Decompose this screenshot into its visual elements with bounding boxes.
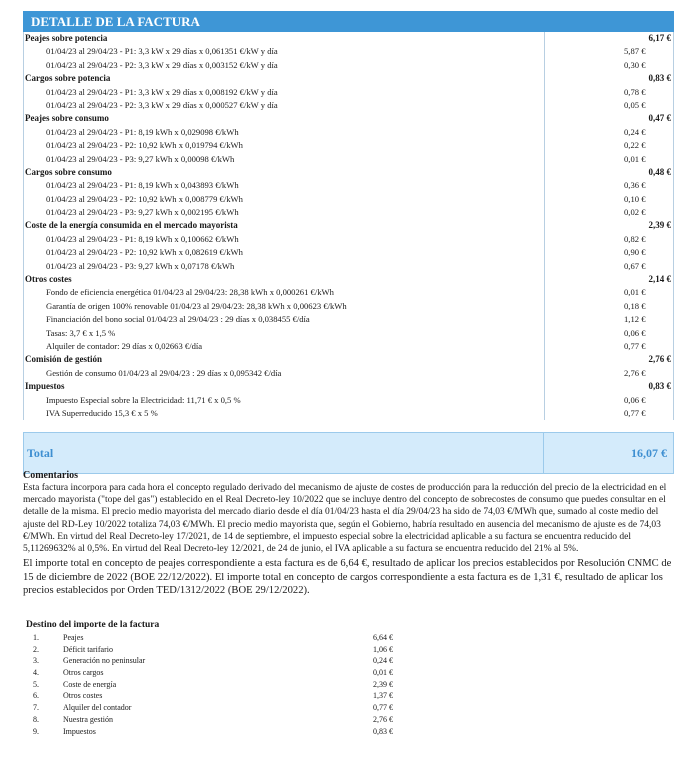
line-item <box>24 153 673 166</box>
section-title: Impuestos <box>25 381 65 392</box>
line-description: 01/04/23 al 29/04/23 - P1: 8,19 kWh x 0,029098 €/kWh <box>46 126 239 137</box>
line-description: Gestión de consumo 01/04/23 al 29/04/23 : 29 días x 0,095342 €/día <box>46 367 282 378</box>
total-row <box>23 432 674 474</box>
destination-item <box>26 690 406 702</box>
line-item <box>24 407 673 420</box>
section-header <box>24 380 673 393</box>
line-item <box>24 206 673 219</box>
line-description: 01/04/23 al 29/04/23 - P2: 10,92 kWh x 0,008779 €/kWh <box>46 193 243 204</box>
destination-number: 9. <box>33 726 39 736</box>
destination-value: 0,83 € <box>373 726 393 736</box>
section-header <box>24 273 673 286</box>
section-header <box>24 32 673 45</box>
destination-value: 0,24 € <box>373 656 393 666</box>
line-item <box>24 45 673 58</box>
line-description: Impuesto Especial sobre la Electricidad: 11,71 € x 0,5 % <box>46 394 241 405</box>
section-total: 2,39 € <box>648 220 671 231</box>
line-item <box>24 139 673 152</box>
line-item <box>24 367 673 380</box>
destination-number: 2. <box>33 644 39 654</box>
line-item <box>24 179 673 192</box>
line-description: 01/04/23 al 29/04/23 - P2: 3,3 kW x 29 días x 0,000527 €/kW y día <box>46 99 278 110</box>
line-item <box>24 394 673 407</box>
section-title: Otros costes <box>25 274 72 285</box>
line-description: Fondo de eficiencia energética 01/04/23 al 29/04/23: 28,38 kWh x 0,000261 €/kWh <box>46 287 334 298</box>
header-title: DETALLE DE LA FACTURA <box>31 14 200 29</box>
line-item <box>24 86 673 99</box>
destination-value: 6,64 € <box>373 633 393 642</box>
destination-number: 3. <box>33 656 39 666</box>
line-item <box>24 340 673 353</box>
section-title: Comisión de gestión <box>25 354 103 365</box>
section-title: Peajes sobre potencia <box>25 33 108 43</box>
destination-value: 1,37 € <box>373 691 393 701</box>
line-amount: 0,78 € <box>624 86 646 97</box>
line-item <box>24 260 673 273</box>
section-total: 0,83 € <box>648 73 671 84</box>
line-amount: 0,18 € <box>624 300 646 311</box>
destination-item <box>26 726 406 738</box>
section-header <box>24 219 673 232</box>
line-item <box>24 193 673 206</box>
line-description: IVA Superreducido 15,3 € x 5 % <box>46 407 158 418</box>
destination-number: 4. <box>33 668 39 678</box>
comments-title: Comentarios <box>23 470 78 481</box>
destination-number: 1. <box>33 633 39 642</box>
line-item <box>24 300 673 313</box>
destination-item <box>26 655 406 667</box>
line-amount: 0,67 € <box>624 260 646 271</box>
line-amount: 0,30 € <box>624 59 646 70</box>
line-description: 01/04/23 al 29/04/23 - P3: 9,27 kWh x 0,07178 €/kWh <box>46 260 235 271</box>
comments-section <box>23 470 674 598</box>
line-amount: 0,77 € <box>624 340 646 351</box>
section-title: Cargos sobre potencia <box>25 73 111 84</box>
line-amount: 0,22 € <box>624 140 646 151</box>
destination-label: Alquiler del contador <box>63 703 132 713</box>
section-header <box>24 72 673 85</box>
line-item <box>24 246 673 259</box>
line-amount: 5,87 € <box>624 46 646 57</box>
destination-section <box>26 620 406 737</box>
line-amount: 0,24 € <box>624 126 646 137</box>
destination-item <box>26 667 406 679</box>
total-label: Total <box>27 445 54 460</box>
line-description: 01/04/23 al 29/04/23 - P1: 3,3 kW x 29 días x 0,061351 €/kW y día <box>46 46 278 57</box>
section-total: 6,17 € <box>648 33 671 43</box>
line-amount: 0,06 € <box>624 394 646 405</box>
destination-value: 2,39 € <box>373 679 393 689</box>
line-description: Garantía de origen 100% renovable 01/04/23 al 29/04/23: 28,38 kWh x 0,00623 €/kWh <box>46 300 347 311</box>
line-description: Tasas: 3,7 € x 1,5 % <box>46 327 116 338</box>
line-item <box>24 233 673 246</box>
destination-number: 8. <box>33 714 39 724</box>
line-item <box>24 99 673 112</box>
line-description: Alquiler de contador: 29 días x 0,02663 €/día <box>46 340 203 351</box>
destination-value: 1,06 € <box>373 644 393 654</box>
line-description: 01/04/23 al 29/04/23 - P3: 9,27 kWh x 0,00098 €/kWh <box>46 153 235 164</box>
destination-label: Impuestos <box>63 726 96 736</box>
destination-value: 2,76 € <box>373 714 393 724</box>
line-amount: 2,76 € <box>624 367 646 378</box>
line-amount: 0,82 € <box>624 233 646 244</box>
line-description: 01/04/23 al 29/04/23 - P1: 3,3 kW x 29 días x 0,008192 €/kW y día <box>46 86 278 97</box>
section-header <box>24 166 673 179</box>
line-description: 01/04/23 al 29/04/23 - P2: 10,92 kWh x 0,019794 €/kWh <box>46 140 243 151</box>
invoice-detail <box>23 11 674 474</box>
destination-label: Déficit tarifario <box>63 644 113 654</box>
destination-item <box>26 714 406 726</box>
destination-label: Nuestra gestión <box>63 714 113 724</box>
line-description: 01/04/23 al 29/04/23 - P2: 3,3 kW x 29 días x 0,003152 €/kW y día <box>46 59 278 70</box>
destination-item <box>26 632 406 644</box>
destination-item <box>26 679 406 691</box>
comments-paragraph-2: El importe total en concepto de peajes correspondiente a esta factura es de 6,64 €, resultado de aplicar los precios establecidos por Resolución CNMC de 15 de diciembre de 2022 (BOE 22/12/2022). El importe total en concepto de cargos correspondiente a esta factura es de 1,31 €, resultado de aplicar los precios establecidos por Orden TED/1312/2022 (BOE 29/12/2022). <box>23 558 672 597</box>
line-amount: 0,02 € <box>624 207 646 218</box>
destination-value: 0,77 € <box>373 703 393 713</box>
line-amount: 0,01 € <box>624 287 646 298</box>
section-title: Coste de la energía consumida en el mercado mayorista <box>25 220 238 231</box>
line-amount: 1,12 € <box>624 314 646 325</box>
section-header <box>24 353 673 366</box>
line-item <box>24 313 673 326</box>
destination-list <box>26 632 406 737</box>
destination-value: 0,01 € <box>373 668 393 678</box>
section-total: 2,14 € <box>648 274 671 285</box>
destination-number: 6. <box>33 691 39 701</box>
line-item <box>24 59 673 72</box>
line-amount: 0,06 € <box>624 327 646 338</box>
line-amount: 0,05 € <box>624 99 646 110</box>
line-amount: 0,90 € <box>624 247 646 258</box>
invoice-detail-header <box>23 11 674 32</box>
line-amount: 0,01 € <box>624 153 646 164</box>
destination-label: Otros costes <box>63 691 103 701</box>
line-description: 01/04/23 al 29/04/23 - P1: 8,19 kWh x 0,043893 €/kWh <box>46 180 239 191</box>
line-amount: 0,77 € <box>624 407 646 418</box>
line-item <box>24 126 673 139</box>
line-description: 01/04/23 al 29/04/23 - P3: 9,27 kWh x 0,002195 €/kWh <box>46 207 239 218</box>
line-amount: 0,10 € <box>624 193 646 204</box>
section-total: 2,76 € <box>648 354 671 365</box>
section-total: 0,47 € <box>648 113 671 124</box>
destination-label: Otros cargos <box>63 668 104 678</box>
line-amount: 0,36 € <box>624 180 646 191</box>
destination-label: Coste de energía <box>63 679 117 689</box>
destination-label: Generación no peninsular <box>63 656 146 666</box>
line-description: 01/04/23 al 29/04/23 - P2: 10,92 kWh x 0,082619 €/kWh <box>46 247 243 258</box>
destination-item <box>26 644 406 656</box>
section-total: 0,83 € <box>648 381 671 392</box>
destination-number: 7. <box>33 703 39 713</box>
comments-paragraph-1: Esta factura incorpora para cada hora el concepto regulado derivado del mecanismo de ajuste de costes de producción para la reducción del precio de la electricidad en el mercado mayorista ("tope del gas") establecido en el Real Decreto-ley 10/2022 que se incluye dentro del concepto de sobrecostes de consumo que puedes consultar en el detalle de la misma. El precio medio mayorista del mercado diario desde el día 01/04/23 hasta el día 29/04/23 ha sido de 74,03 €/MWh que, sumado al coste medio del ajuste del RD-Ley 10/2022 totaliza 74,03 €/MWh. El precio medio mayorista que, según el Gobierno, habría resultado en ausencia del mecanismo de ajuste es de 74,03 €/MWh. En virtud del Real Decreto-ley 17/2021, de 14 de septiembre, el impuesto especial sobre la electricidad aplicable a su factura se encuentra reducido del 5,11269632% al 0,5%. En virtud del Real Decreto-ley 12/2021, de 24 de junio, el IVA aplicable a su factura se encuentra reducido del 21% al 5%. <box>23 483 667 555</box>
section-title: Peajes sobre consumo <box>25 113 109 124</box>
destination-label: Peajes <box>63 633 84 642</box>
line-item <box>24 327 673 340</box>
line-description: Financiación del bono social 01/04/23 al 29/04/23 : 29 días x 0,038455 €/día <box>46 314 310 325</box>
destination-title: Destino del importe de la factura <box>26 620 160 630</box>
section-title: Cargos sobre consumo <box>25 166 112 177</box>
section-header <box>24 112 673 125</box>
line-description: 01/04/23 al 29/04/23 - P1: 8,19 kWh x 0,100662 €/kWh <box>46 233 239 244</box>
destination-number: 5. <box>33 679 39 689</box>
total-value: 16,07 € <box>631 445 667 460</box>
destination-item <box>26 702 406 714</box>
invoice-detail-table <box>23 32 674 420</box>
section-total: 0,48 € <box>648 166 671 177</box>
line-item <box>24 286 673 299</box>
